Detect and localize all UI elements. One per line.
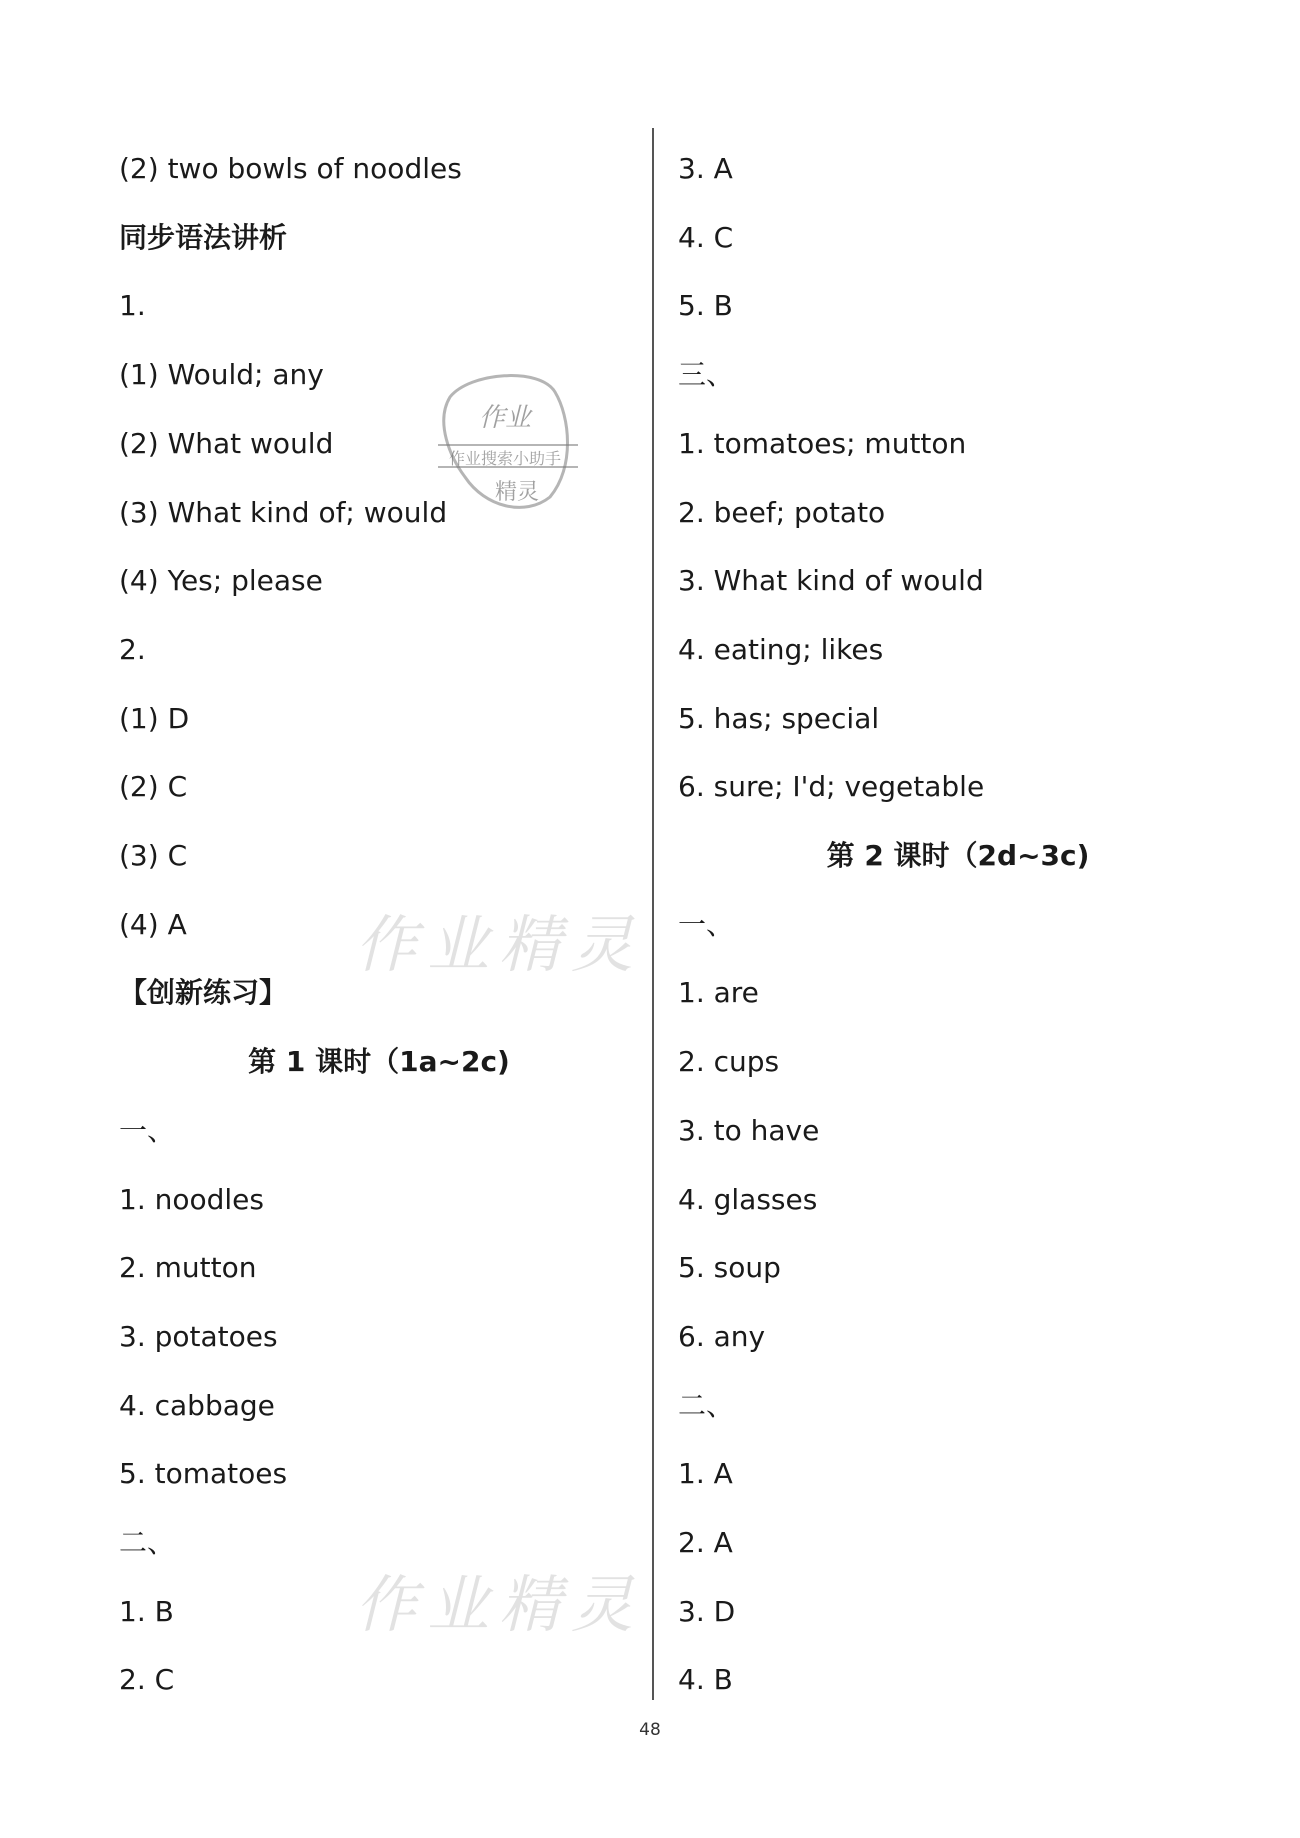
answer-line: (4) Yes; please [119, 564, 323, 598]
answer-line: 第 2 课时（2d~3c) [826, 839, 1090, 872]
answer-line: 4. glasses [678, 1182, 818, 1216]
watermark-stamp [430, 367, 580, 517]
answer-line: 1. A [678, 1457, 733, 1491]
answer-line: 2. beef; potato [678, 495, 886, 529]
answer-line: 一、 [119, 1113, 176, 1147]
answer-line: (2) C [119, 770, 188, 804]
answer-line: 三、 [678, 358, 735, 392]
answer-line: 4. B [678, 1663, 733, 1697]
answer-line: (3) What kind of; would [119, 495, 448, 529]
answer-line: 二、 [119, 1526, 176, 1559]
watermark-text: 作业精灵 [355, 908, 644, 981]
answer-line: 2. mutton [119, 1251, 257, 1285]
answer-line: 5. soup [678, 1251, 781, 1285]
answer-line: 1. tomatoes; mutton [678, 426, 967, 460]
answer-line: 6. any [678, 1319, 766, 1353]
answer-line: 2. A [678, 1526, 733, 1559]
answer-line: 3. What kind of would [678, 564, 984, 598]
answer-line: 4. eating; likes [678, 632, 884, 666]
answer-line: (4) A [119, 907, 187, 941]
answer-line: 4. cabbage [119, 1388, 275, 1422]
watermark-text: 作业精灵 [355, 1568, 644, 1641]
answer-line: 二、 [678, 1388, 735, 1422]
answer-line: 4. C [678, 220, 734, 254]
answer-line: 2. [119, 632, 146, 666]
answer-line: 第 1 课时（1a~2c) [248, 1045, 510, 1079]
answer-line: 1. [119, 289, 146, 323]
answer-line: 6. sure; I'd; vegetable [678, 770, 985, 804]
answer-line: 5. has; special [678, 701, 880, 735]
answer-line: 5. B [678, 289, 733, 323]
stamp-bottom-text: 精灵 [494, 480, 539, 505]
answer-line: 一、 [678, 907, 735, 941]
stamp-middle-text: 作业搜索小助手 [448, 449, 561, 468]
answer-line: 2. C [119, 1663, 175, 1697]
answer-line: 3. D [678, 1594, 736, 1628]
answer-line: (1) D [119, 701, 190, 735]
answer-line: (2) two bowls of noodles [119, 152, 462, 185]
answer-line: 【创新练习】 [119, 976, 288, 1010]
answer-line: (3) C [119, 839, 188, 872]
answer-line: 3. A [678, 152, 733, 185]
answer-line: (2) What would [119, 426, 334, 460]
answer-line: 1. noodles [119, 1182, 264, 1216]
answer-line: 同步语法讲析 [119, 220, 288, 254]
column-divider [652, 128, 654, 1700]
answer-line: (1) Would; any [119, 358, 324, 392]
answer-line: 5. tomatoes [119, 1457, 288, 1491]
answer-line: 1. B [119, 1594, 174, 1628]
stamp-top-text: 作业 [478, 403, 531, 433]
answer-line: 2. cups [678, 1045, 780, 1079]
page-number: 48 [639, 1720, 661, 1740]
answer-line: 1. are [678, 976, 759, 1010]
answer-line: 3. potatoes [119, 1319, 278, 1353]
answer-line: 3. to have [678, 1113, 820, 1147]
